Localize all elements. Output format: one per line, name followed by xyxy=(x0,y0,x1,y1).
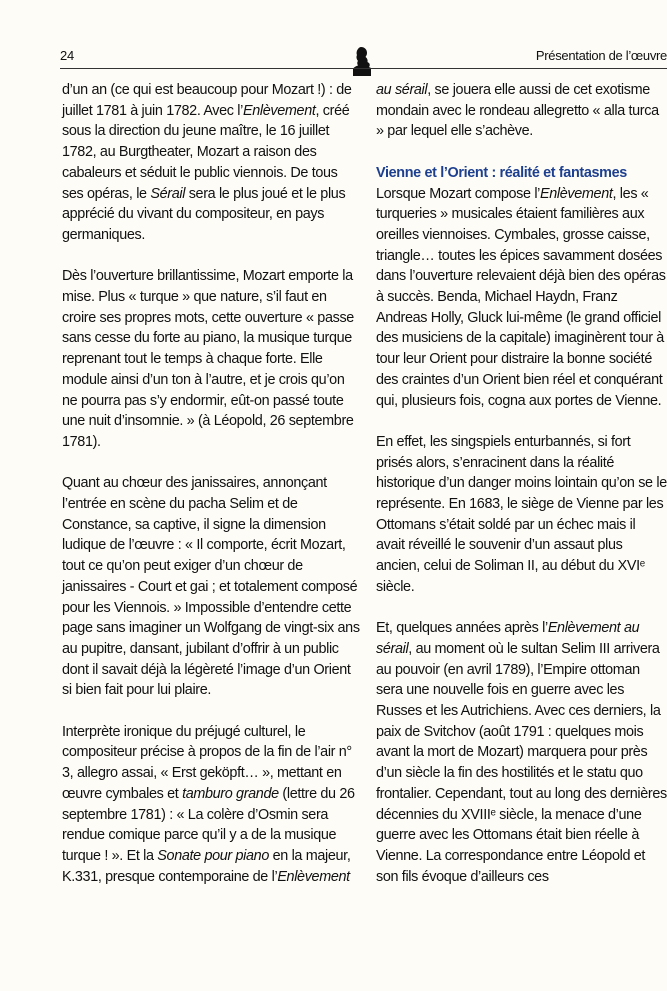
page-header xyxy=(60,44,667,68)
paragraph: Et, quelques années après l’Enlèvement au sérail, au moment où le sultan Selim III arrivera au pouvoir (en avril 1789), l’Empire ottoman sera une nouvelle fois en guerre avec les Russes et les Autrichiens. Avec ces derniers, la paix de Svitchov (août 1791 : quelques mois avant la mort de Mozart) marquera pour près d’un siècle la fin des hostilités et le statu quo frontalier. Cependant, tout au long des dernières décennies du XVIIIᵉ siècle, la menace d’une guerre avec les Ottomans était bien réelle à Vienne. La correspondance entre Léopold et son fils évoque d’ailleurs ces xyxy=(376,620,667,885)
paragraph: En effet, les singspiels enturbannés, si fort prisés alors, s’enracinent dans la réalité historique d’un danger moins lointain qu’on se le représente. En 1683, le siège de Vienne par les Ottomans s’était soldé par un échec mais il avait réveillé le souvenir d’un assaut plus ancien, celui de Soliman II, au début du XVIᵉ siècle. xyxy=(376,433,667,595)
section-heading: Vienne et l’Orient : réalité et fantasmes xyxy=(376,164,627,181)
paragraph: Lorsque Mozart compose l’Enlèvement, les « turqueries » musicales étaient familières aux oreilles viennoises. Cymbales, grosse caisse, triangle… toutes les épices savamment dosées dans l’ouverture relevaient déjà bien des opéras à succès. Benda, Michael Haydn, Franz Andreas Holly, Gluck lui-même (le grand officiel des musiciens de la capitale) imaginèrent tour à tour leur Orient pour distraire la bonne société des craintes d’un Orient bien réel et conquérant qui, plusieurs fois, cogna aux portes de Vienne. xyxy=(376,185,666,409)
paragraph: Interprète ironique du préjugé culturel, le compositeur précise à propos de la fin de l’air n° 3, allegro assai, « Erst geköpft… », mettant en œuvre cymbales et tamburo grande (lettre du 26 septembre 1781) : « La colère d’Osmin sera rendue comique parce qu’il y a de la musique turque ! ». Et la Sonate pour piano en la majeur, K.331, presque contemporaine de l’Enlèvement xyxy=(62,723,355,885)
mozart-silhouette-icon xyxy=(352,46,372,76)
paragraph: Quant au chœur des janissaires, annonçant l’entrée en scène du pacha Selim et de Constance, sa captive, il signe la dimension ludique de l’œuvre : « Il comporte, écrit Mozart, tout ce qu’on peut exiger d’un chœur de janissaires - Court et gai ; et totalement composé pour les Viennois. » Impossible d’entendre cette page sans imaginer un Wolfgang de vingt-six ans au pupitre, dansant, jubilant d’offrir à un public dont il savait déjà la légèreté l’image d’un Orient si bien fait pour lui plaire. xyxy=(62,475,360,699)
left-column xyxy=(62,80,362,887)
paragraph: au sérail, se jouera elle aussi de cet exotisme mondain avec le rondeau allegretto « alla turca » par lequel elle s’achève. xyxy=(376,82,659,140)
running-title: Présentation de l’œuvre xyxy=(535,48,667,63)
header-rule xyxy=(60,68,667,69)
page-number: 24 xyxy=(60,48,75,63)
paragraph: Dès l’ouverture brillantissime, Mozart emporte la mise. Plus « turque » que nature, s’il faut en croire ses propres mots, cette ouverture « passe sans cesse du forte au piano, la musique turque reprenant tout le temps à chaque forte. Elle module ainsi d’un ton à l’autre, et je crois qu’on ne pourra pas s’y endormir, eût-on passé toute une nuit d’insomnie. » (à Léopold, 26 septembre 1781). xyxy=(62,268,354,450)
right-column xyxy=(376,80,667,887)
paragraph: d’un an (ce qui est beaucoup pour Mozart !) : de juillet 1781 à juin 1782. Avec l’Enlèvement, créé sous la direction du jeune maître, le 16 juillet 1782, au Burgtheater, Mozart a raison des cabaleurs et séduit le public viennois. De tous ses opéras, le Sérail sera le plus joué et le plus apprécié du vivant du compositeur, en pays germaniques. xyxy=(62,82,352,243)
